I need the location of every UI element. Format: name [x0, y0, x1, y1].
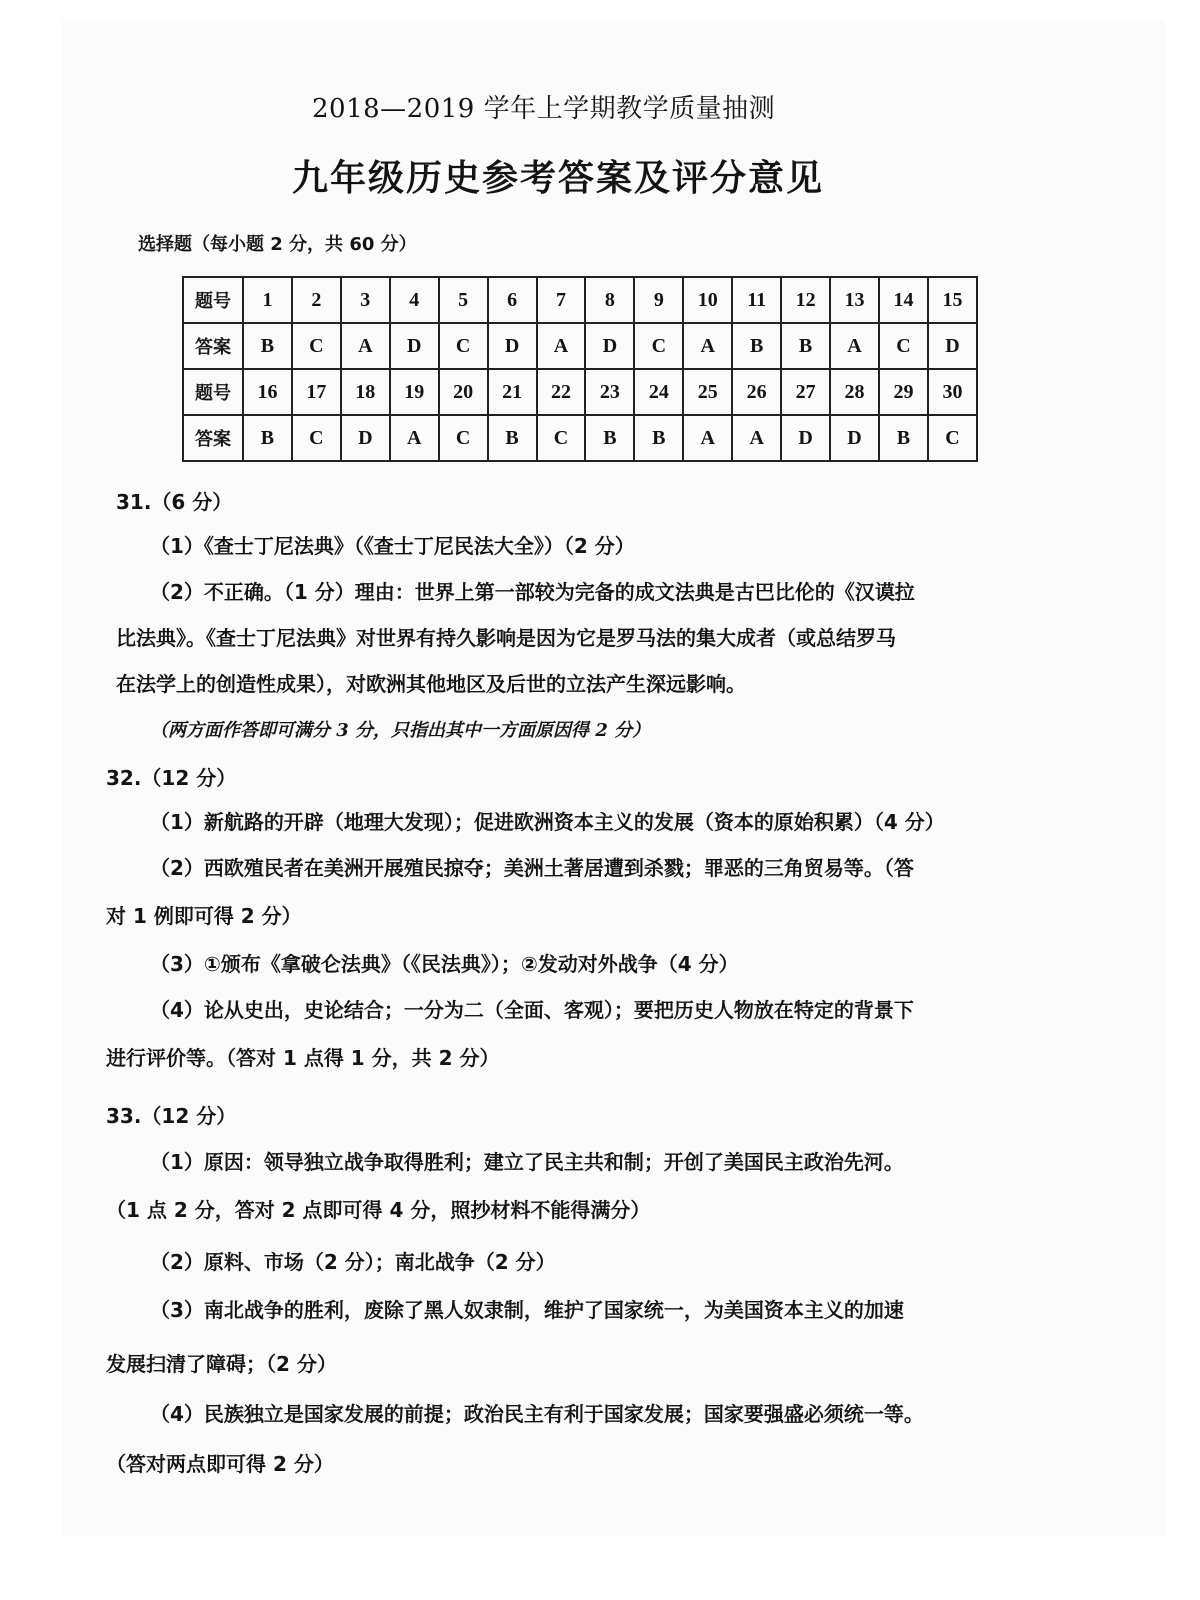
answer-cell: B	[243, 415, 292, 461]
answer-cell: B	[488, 415, 537, 461]
question-number-cell: 8	[585, 277, 634, 323]
multiple-choice-label: 选择题（每小题 2 分，共 60 分）	[138, 234, 417, 255]
q32-line: （1）新航路的开辟（地理大发现）；促进欧洲资本主义的发展（资本的原始积累）（4 分）	[150, 810, 945, 834]
question-number-cell: 6	[488, 277, 537, 323]
answer-cell: C	[879, 323, 928, 369]
question-number-cell: 5	[439, 277, 488, 323]
question-number-cell: 7	[537, 277, 586, 323]
question-number-cell: 22	[537, 369, 586, 415]
question-number-cell: 23	[585, 369, 634, 415]
question-number-cell: 17	[292, 369, 341, 415]
answer-cell: B	[879, 415, 928, 461]
question-number-cell: 10	[683, 277, 732, 323]
q31-heading: 31.（6 分）	[116, 490, 233, 514]
question-number-row-header: 题号	[183, 277, 243, 323]
question-number-cell: 27	[781, 369, 830, 415]
question-number-cell: 9	[634, 277, 683, 323]
answer-cell: A	[390, 415, 439, 461]
question-number-cell: 30	[928, 369, 977, 415]
question-number-cell: 16	[243, 369, 292, 415]
question-number-cell: 24	[634, 369, 683, 415]
answer-cell: D	[341, 415, 390, 461]
answer-cell: C	[439, 415, 488, 461]
answer-cell: D	[585, 323, 634, 369]
question-number-cell: 26	[732, 369, 781, 415]
answer-cell: C	[292, 415, 341, 461]
question-number-cell: 1	[243, 277, 292, 323]
answer-cell: A	[683, 323, 732, 369]
answer-cell: C	[439, 323, 488, 369]
q33-line: （4）民族独立是国家发展的前提；政治民主有利于国家发展；国家要强盛必须统一等。	[150, 1402, 924, 1426]
question-number-cell: 14	[879, 277, 928, 323]
q31-scoring-note: （两方面作答即可满分 3 分，只指出其中一方面原因得 2 分）	[150, 720, 651, 741]
answer-cell: C	[634, 323, 683, 369]
q32-line: （4）论从史出，史论结合；一分为二（全面、客观）；要把历史人物放在特定的背景下	[150, 998, 914, 1022]
answer-cell: A	[683, 415, 732, 461]
q32-line: 进行评价等。（答对 1 点得 1 分，共 2 分）	[106, 1046, 500, 1070]
answer-cell: C	[537, 415, 586, 461]
question-number-cell: 29	[879, 369, 928, 415]
answer-cell: A	[537, 323, 586, 369]
question-number-cell: 12	[781, 277, 830, 323]
question-number-cell: 4	[390, 277, 439, 323]
answer-cell: A	[341, 323, 390, 369]
answer-cell: D	[928, 323, 977, 369]
question-number-cell: 15	[928, 277, 977, 323]
answer-cell: D	[488, 323, 537, 369]
answer-row-header: 答案	[183, 415, 243, 461]
question-number-row-header: 题号	[183, 369, 243, 415]
question-number-cell: 13	[830, 277, 879, 323]
answer-row	[183, 323, 977, 369]
question-number-cell: 25	[683, 369, 732, 415]
answer-cell: B	[585, 415, 634, 461]
q31-line: 比法典》。《查士丁尼法典》对世界有持久影响是因为它是罗马法的集大成者（或总结罗马	[116, 626, 896, 650]
q33-line: 发展扫清了障碍；（2 分）	[106, 1352, 337, 1376]
question-number-cell: 19	[390, 369, 439, 415]
question-number-cell: 3	[341, 277, 390, 323]
q31-line: 在法学上的创造性成果），对欧洲其他地区及后世的立法产生深远影响。	[116, 672, 746, 696]
q33-heading: 33.（12 分）	[106, 1104, 237, 1128]
q32-line: （3）①颁布《拿破仑法典》（《民法典》）；②发动对外战争（4 分）	[150, 952, 739, 976]
answer-cell: B	[243, 323, 292, 369]
q33-line: （答对两点即可得 2 分）	[106, 1452, 334, 1476]
answer-cell: B	[781, 323, 830, 369]
answer-cell: A	[830, 323, 879, 369]
q31-line: （2）不正确。（1 分）理由：世界上第一部较为完备的成文法典是古巴比伦的《汉谟拉	[150, 580, 915, 604]
q33-line: （3）南北战争的胜利，废除了黑人奴隶制，维护了国家统一，为美国资本主义的加速	[150, 1298, 904, 1322]
question-number-cell: 28	[830, 369, 879, 415]
question-number-cell: 21	[488, 369, 537, 415]
q33-line: （2）原料、市场（2 分）；南北战争（2 分）	[150, 1250, 556, 1274]
question-number-cell: 2	[292, 277, 341, 323]
question-number-cell: 11	[732, 277, 781, 323]
answer-cell: D	[781, 415, 830, 461]
answer-cell: A	[732, 415, 781, 461]
question-number-row	[183, 369, 977, 415]
q32-line: 对 1 例即可得 2 分）	[106, 904, 302, 928]
answer-cell: B	[634, 415, 683, 461]
exam-subtitle: 2018—2019 学年上学期教学质量抽测	[312, 94, 776, 124]
page-title: 九年级历史参考答案及评分意见	[292, 158, 825, 199]
answer-cell: C	[928, 415, 977, 461]
answer-key-table	[182, 276, 978, 462]
q32-line: （2）西欧殖民者在美洲开展殖民掠夺；美洲土著居遭到杀戮；罪恶的三角贸易等。（答	[150, 856, 914, 880]
q33-line: （1）原因：领导独立战争取得胜利；建立了民主共和制；开创了美国民主政治先河。	[150, 1150, 904, 1174]
answer-cell: D	[830, 415, 879, 461]
q33-line: （1 点 2 分，答对 2 点即可得 4 分，照抄材料不能得满分）	[106, 1198, 651, 1222]
q31-line: （1）《查士丁尼法典》（《查士丁尼民法大全》）（2 分）	[150, 534, 635, 558]
answer-cell: D	[390, 323, 439, 369]
q32-heading: 32.（12 分）	[106, 766, 237, 790]
question-number-cell: 20	[439, 369, 488, 415]
answer-cell: B	[732, 323, 781, 369]
question-number-row	[183, 277, 977, 323]
answer-row	[183, 415, 977, 461]
answer-cell: C	[292, 323, 341, 369]
question-number-cell: 18	[341, 369, 390, 415]
answer-row-header: 答案	[183, 323, 243, 369]
